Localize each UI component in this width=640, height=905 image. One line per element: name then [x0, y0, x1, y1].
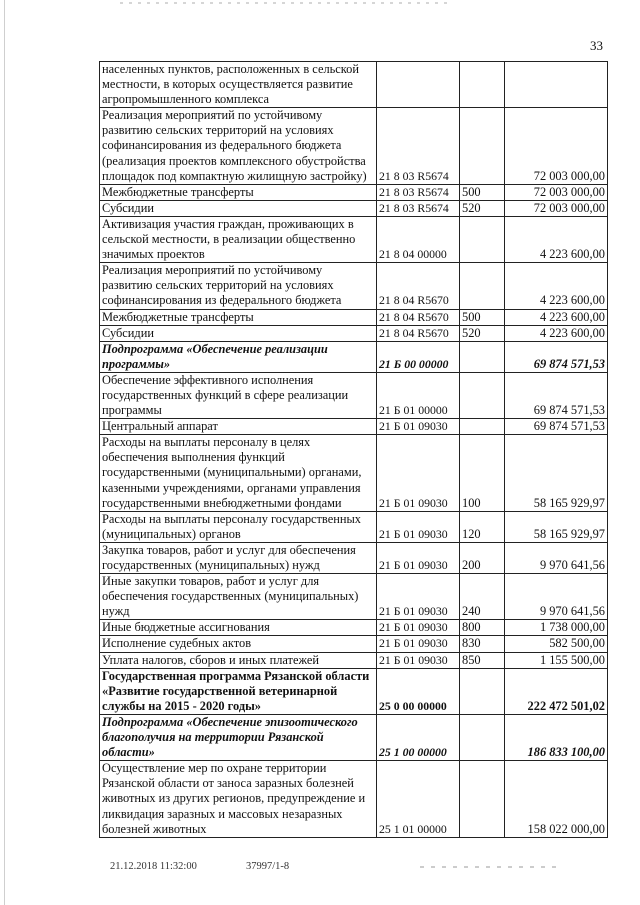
budget-table	[99, 61, 608, 838]
row-name: Государственная программа Рязанской области «Развитие государственной ветеринарной службы на 2015 - 2020 годы»	[100, 668, 377, 714]
table-row	[100, 216, 608, 262]
row-expense-type: 850	[460, 652, 505, 668]
row-code: 25 1 00 00000	[377, 714, 460, 760]
row-expense-type	[460, 108, 505, 184]
row-code: 21 8 03 R5674	[377, 200, 460, 216]
row-amount: 69 874 571,53	[505, 419, 608, 435]
table-row	[100, 542, 608, 573]
row-expense-type	[460, 216, 505, 262]
row-name: Центральный аппарат	[100, 419, 377, 435]
row-code: 21 Б 01 09030	[377, 574, 460, 620]
row-amount: 58 165 929,97	[505, 435, 608, 511]
row-amount: 58 165 929,97	[505, 511, 608, 542]
table-row	[100, 62, 608, 108]
row-code: 21 Б 01 09030	[377, 620, 460, 636]
row-name: Подпрограмма «Обеспечение реализации программы»	[100, 341, 377, 372]
row-expense-type	[460, 263, 505, 309]
scan-noise-top	[120, 2, 450, 4]
table-row	[100, 435, 608, 511]
row-name: Межбюджетные трансферты	[100, 309, 377, 325]
row-expense-type: 100	[460, 435, 505, 511]
row-expense-type: 520	[460, 325, 505, 341]
row-amount: 158 022 000,00	[505, 761, 608, 837]
row-name: Субсидии	[100, 200, 377, 216]
row-expense-type: 500	[460, 184, 505, 200]
row-expense-type: 830	[460, 636, 505, 652]
row-code	[377, 62, 460, 108]
row-code: 21 Б 01 09030	[377, 652, 460, 668]
row-code: 21 Б 01 09030	[377, 435, 460, 511]
row-expense-type	[460, 714, 505, 760]
row-name: Расходы на выплаты персоналу в целях обеспечения выполнения функций государственными (муниципальными) органами, казенными учреждениями, органами управления государственными внебюджетными фондами	[100, 435, 377, 511]
row-code: 21 8 04 R5670	[377, 309, 460, 325]
row-name: Закупка товаров, работ и услуг для обеспечения государственных (муниципальных) нужд	[100, 542, 377, 573]
row-amount: 72 003 000,00	[505, 184, 608, 200]
table-row	[100, 419, 608, 435]
row-amount: 69 874 571,53	[505, 341, 608, 372]
row-code: 21 8 04 R5670	[377, 263, 460, 309]
table-row	[100, 325, 608, 341]
page-number: 33	[590, 38, 603, 53]
row-expense-type	[460, 372, 505, 418]
footer-noise	[420, 866, 560, 868]
row-code: 21 Б 01 09030	[377, 419, 460, 435]
row-name: Расходы на выплаты персоналу государственных (муниципальных) органов	[100, 511, 377, 542]
row-expense-type	[460, 341, 505, 372]
row-amount: 4 223 600,00	[505, 325, 608, 341]
table-row	[100, 574, 608, 620]
table-row	[100, 200, 608, 216]
row-amount: 72 003 000,00	[505, 200, 608, 216]
row-expense-type	[460, 62, 505, 108]
table-row	[100, 668, 608, 714]
table-row	[100, 309, 608, 325]
row-code: 21 8 03 R5674	[377, 184, 460, 200]
row-expense-type	[460, 419, 505, 435]
table-row	[100, 263, 608, 309]
footer-doc-number: 37997/1-8	[246, 861, 290, 872]
table-row	[100, 108, 608, 184]
row-name: Реализация мероприятий по устойчивому развитию сельских территорий на условиях софинансирования из федерального бюджета (реализация проектов комплексного обустройства площадок под компактную жилищную застройку)	[100, 108, 377, 184]
row-name: Исполнение судебных актов	[100, 636, 377, 652]
row-expense-type	[460, 668, 505, 714]
table-row	[100, 511, 608, 542]
row-code: 21 Б 00 00000	[377, 341, 460, 372]
row-name: Осуществление мер по охране территории Рязанской области от заноса заразных болезней животных из других регионов, предупреждение и ликвидация заразных и массовых незаразных болезней животных	[100, 761, 377, 837]
row-expense-type	[460, 761, 505, 837]
row-amount: 4 223 600,00	[505, 309, 608, 325]
row-amount: 582 500,00	[505, 636, 608, 652]
row-name: Субсидии	[100, 325, 377, 341]
row-name: Обеспечение эффективного исполнения государственных функций в сфере реализации программы	[100, 372, 377, 418]
row-amount	[505, 62, 608, 108]
row-amount: 69 874 571,53	[505, 372, 608, 418]
row-name: населенных пунктов, расположенных в сельской местности, в которых осуществляется развитие агропромышленного комплекса	[100, 62, 377, 108]
row-name: Подпрограмма «Обеспечение эпизоотического благополучия на территории Рязанской области»	[100, 714, 377, 760]
row-amount: 222 472 501,02	[505, 668, 608, 714]
row-name: Межбюджетные трансферты	[100, 184, 377, 200]
table-row	[100, 620, 608, 636]
table-row	[100, 184, 608, 200]
row-code: 21 Б 01 00000	[377, 372, 460, 418]
row-code: 25 0 00 00000	[377, 668, 460, 714]
budget-table-body	[100, 62, 608, 838]
row-expense-type: 120	[460, 511, 505, 542]
row-code: 21 Б 01 09030	[377, 542, 460, 573]
table-row	[100, 341, 608, 372]
row-amount: 1 738 000,00	[505, 620, 608, 636]
row-code: 21 Б 01 09030	[377, 636, 460, 652]
row-expense-type: 240	[460, 574, 505, 620]
row-amount: 9 970 641,56	[505, 574, 608, 620]
row-code: 25 1 01 00000	[377, 761, 460, 837]
row-amount: 1 155 500,00	[505, 652, 608, 668]
row-expense-type: 500	[460, 309, 505, 325]
row-amount: 4 223 600,00	[505, 216, 608, 262]
row-code: 21 8 04 00000	[377, 216, 460, 262]
row-code: 21 8 04 R5670	[377, 325, 460, 341]
footer-date: 21.12.2018 11:32:00	[110, 861, 197, 872]
table-row	[100, 636, 608, 652]
row-name: Иные закупки товаров, работ и услуг для обеспечения государственных (муниципальных) нужд	[100, 574, 377, 620]
table-row	[100, 652, 608, 668]
row-expense-type: 520	[460, 200, 505, 216]
table-row	[100, 714, 608, 760]
row-expense-type: 800	[460, 620, 505, 636]
row-amount: 4 223 600,00	[505, 263, 608, 309]
row-name: Уплата налогов, сборов и иных платежей	[100, 652, 377, 668]
scan-edge-line	[4, 0, 5, 905]
row-amount: 9 970 641,56	[505, 542, 608, 573]
row-code: 21 Б 01 09030	[377, 511, 460, 542]
row-amount: 72 003 000,00	[505, 108, 608, 184]
row-name: Реализация мероприятий по устойчивому развитию сельских территорий на условиях софинансирования из федерального бюджета	[100, 263, 377, 309]
table-row	[100, 761, 608, 837]
row-expense-type: 200	[460, 542, 505, 573]
row-name: Активизация участия граждан, проживающих в сельской местности, в реализации общественно значимых проектов	[100, 216, 377, 262]
row-amount: 186 833 100,00	[505, 714, 608, 760]
table-row	[100, 372, 608, 418]
row-code: 21 8 03 R5674	[377, 108, 460, 184]
row-name: Иные бюджетные ассигнования	[100, 620, 377, 636]
